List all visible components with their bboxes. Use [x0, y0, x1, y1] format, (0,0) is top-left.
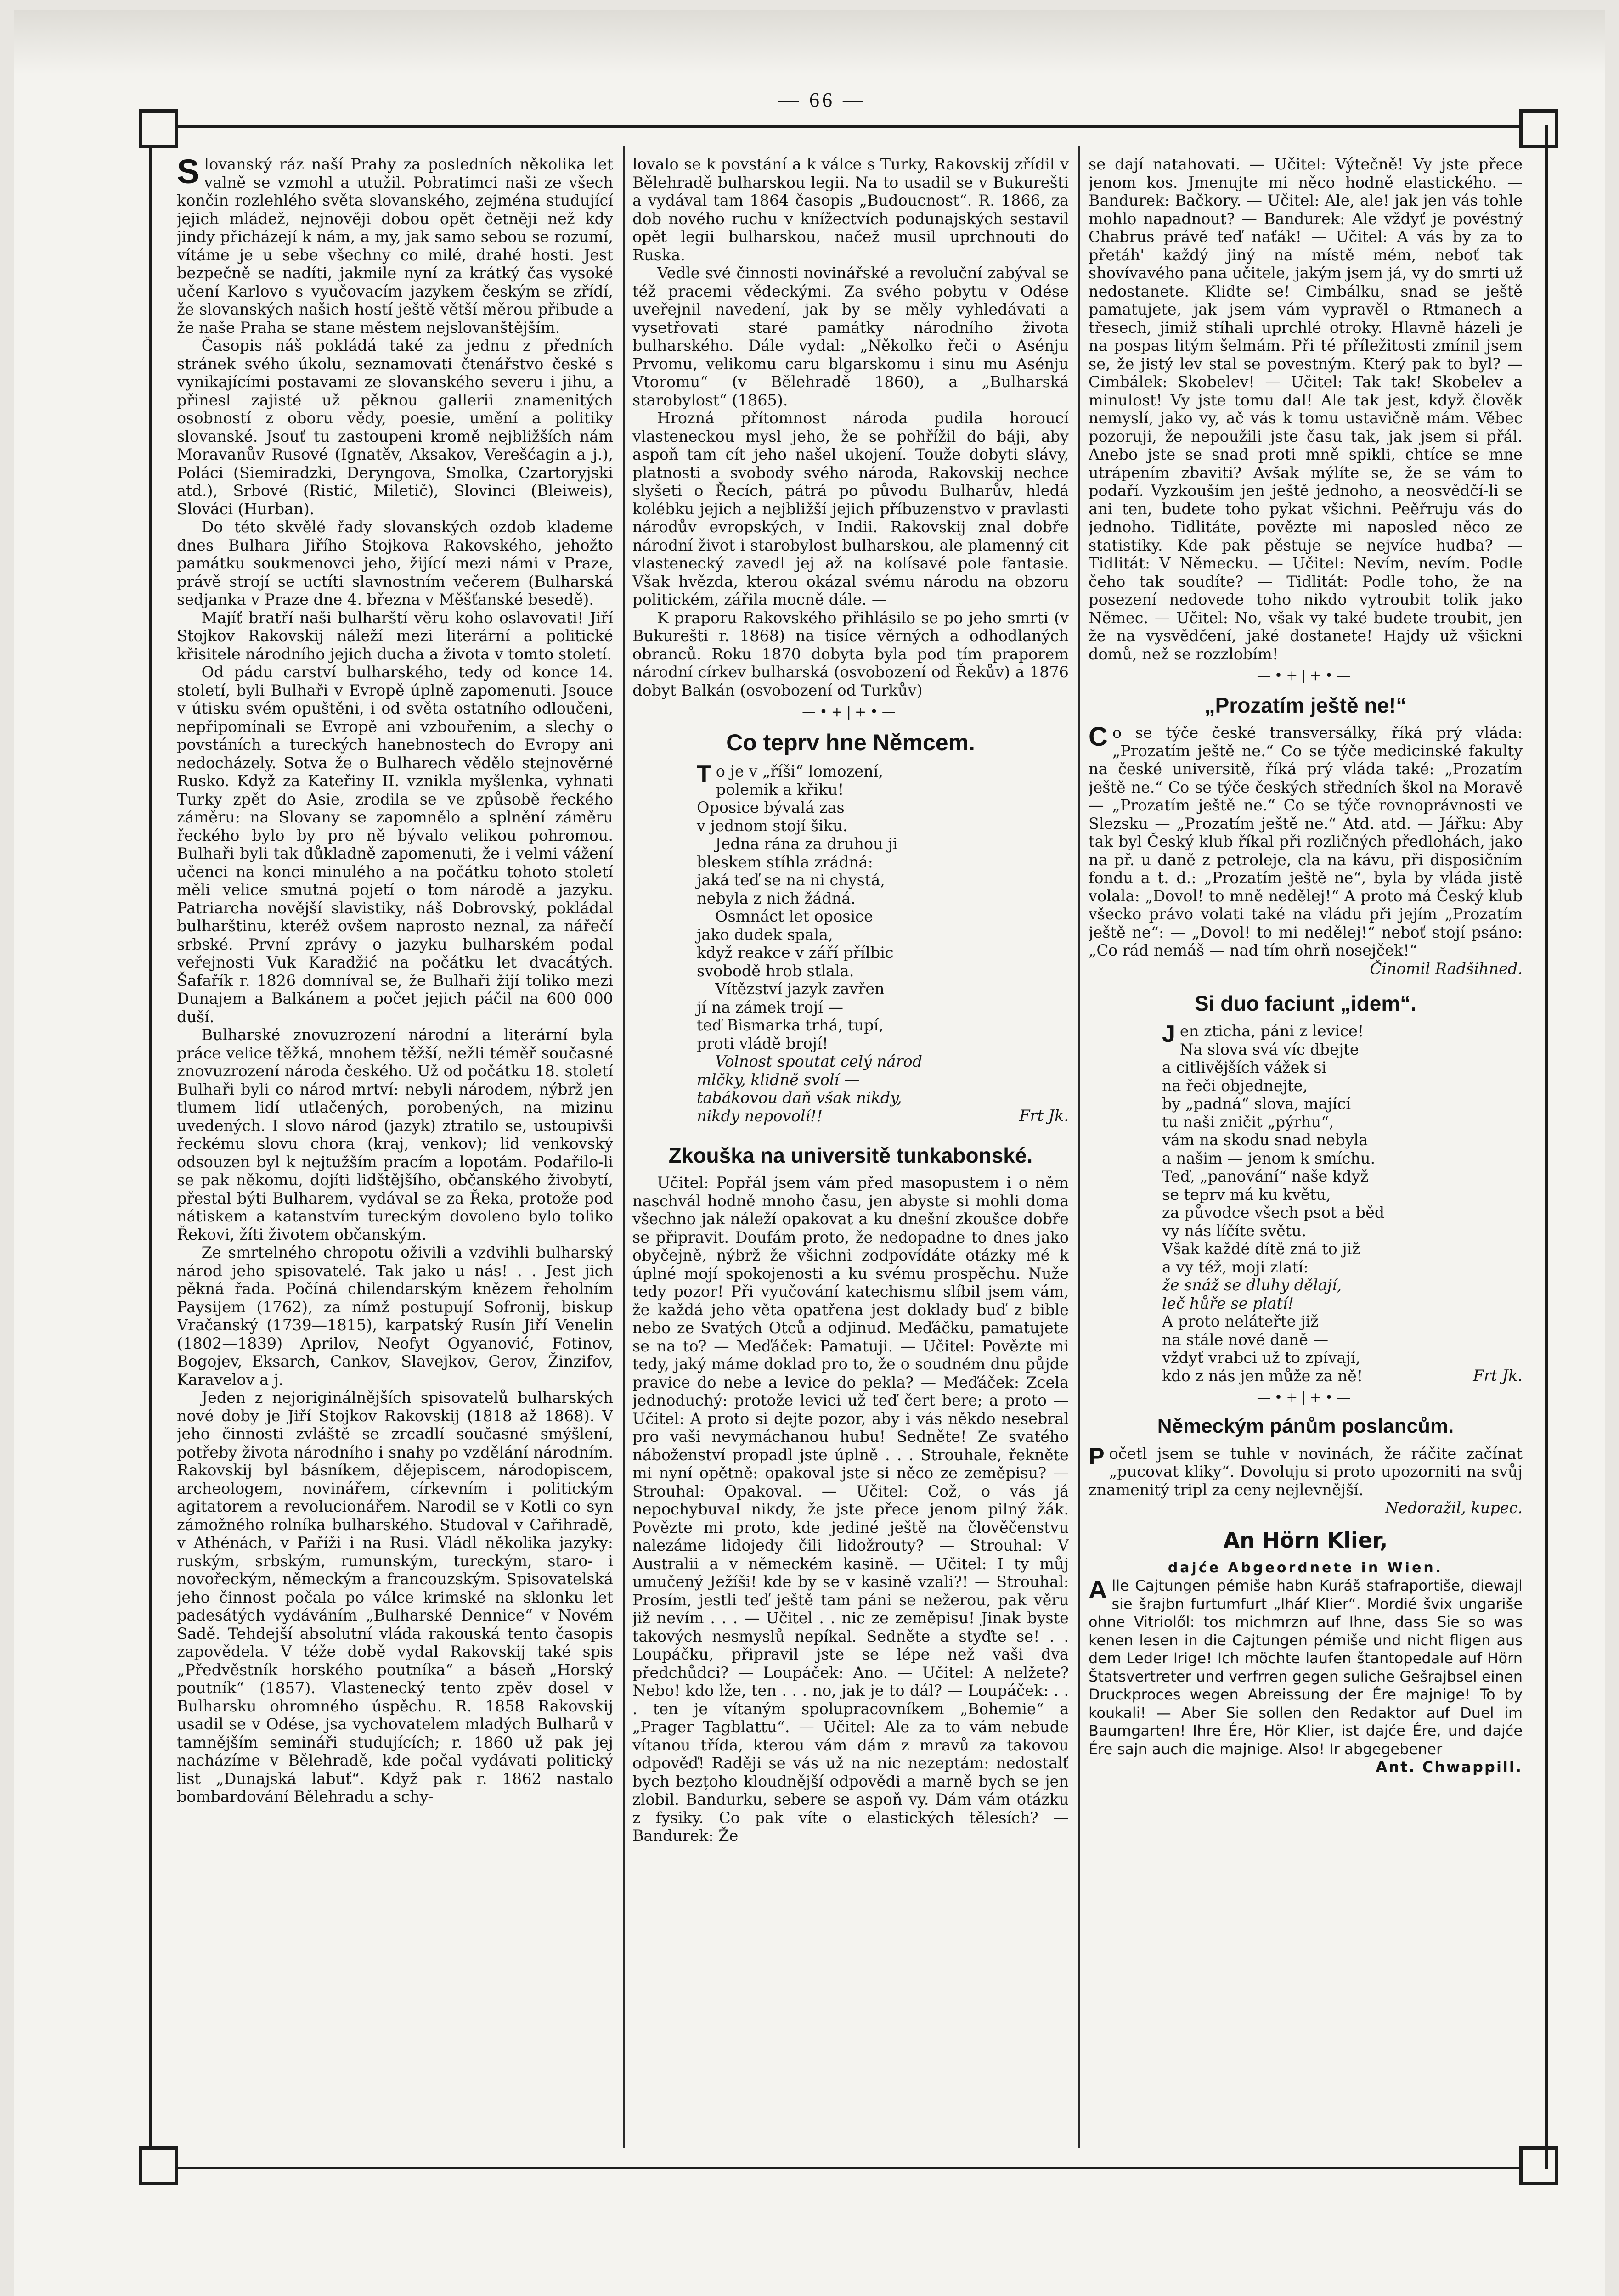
poem-line: na stále nové daně —	[1162, 1330, 1329, 1349]
poem-signature: Frt Jk.	[1473, 1367, 1523, 1385]
article-signature: Činomil Radšihned.	[1370, 959, 1523, 978]
rakovsky-paragraph: Vedle své činnosti novinářské a revoluční zabýval se též pracemi vědeckými. Za svého pobytu v Odése uveřejnil navedení, jak by se měly vyhledávati a vysetřovati staré památky národního života bulharského. Dále vydal: „Několko řeči o Asénju Prvomu, velikomu caru blgarskomu i sinu mu Asénju Vtoromu“ (v Bělehradě 1860), a „Bulharská starobylost“ (1865).	[632, 264, 1069, 409]
poem-line: nebyla z nich žádná.	[697, 889, 856, 907]
rakovsky-paragraph: Do této skvělé řady slovanských ozdob klademe dnes Bulhara Jiřího Stojkova Rakovského, jehožto památku soukmenovci jeho, žijící mezi námi v Praze, právě strojí se uctíti slavnostním večerem (Bulharská sedjanka v Praze dne 4. března v Měšťanské besedě).	[177, 518, 613, 608]
article-paragraph: Co se týče české transversálky, říká prý vláda: „Prozatím ještě ne.“ Co se týče medicinské fakulty na české universitě, říká prý vláda také: „Prozatím ještě ne.“ Co se týče českých středních škol na Moravě — „Prozatím ještě ne.“ Co se týče rovnoprávnosti ve Slezsku — „Prozatím ještě ne.“ Atd. atd. — Jářku: Aby tak byl Český klub říkal při rozličných předlohách, jako na př. u daně z petroleje, cla na kávu, při disposičním fondu a t. d.: „Prozatím ještě ne“, byla by vláda jistě volala: „Dovol! to mně nedělej!“ A proto má Český klub všecko právo volati také na vládu při jejím „Prozatím ještě ne“: — „Dovol! to mi nedělej!“ neboť stojí psáno: „Co rád nemáš — nad tím ohrň nosejček!“	[1089, 722, 1523, 960]
frame-corner-ornament	[1519, 2146, 1558, 2185]
poem-line: jí na zámek trojí —	[697, 998, 844, 1016]
rakovsky-paragraph: Ze smrtelného chropotu oživili a vzdvihli bulharský národ jeho spisovatelé. Tak jako u nás! . . Jest jich pěkná řada. Počíná chilendarským knězem řeholním Paysijem (1762), za nímž postupují Sofronij, biskup Vračanský (1739—1815), karpatský Rusín Jiří Venelin (1802—1839) Aprilov, Neofyt Ogyanović, Fotinov, Bogojev, Eksarch, Cankov, Slavejkov, Gerov, Žinzifov, Karavelov a j.	[177, 1244, 613, 1389]
poem-line: a citlivějších vážek si	[1162, 1058, 1327, 1077]
poem-line: Volnost spoutat celý národ	[715, 1052, 923, 1070]
poem-stanzas	[1089, 1022, 1523, 1385]
poem-line: Však každé dítě zná to již	[1162, 1240, 1360, 1258]
separator-ornament: —•+|+•—	[802, 704, 899, 720]
poem-line: Na slova svá víc dbejte	[1179, 1040, 1359, 1058]
poem-line: tu naši zničit „pýrhu“,	[1162, 1113, 1334, 1131]
separator-ornament: —•+|+•—	[1257, 668, 1354, 684]
rakovsky-paragraph: Od pádu carství bulharského, tedy od konce 14. století, byli Bulhaři v Evropě úplně zapomenuti. Jsouce v útisku svém opuštěni, i od světa ostatního odloučeni, nepřipomínali se Evropě ani vzbouřením, a slechy o povstáních a tureckých hanebnostech do Evropy ani nedocházely. Sotva že o Bulharech vědělo stejnověrné Rusko. Když za Kateřiny II. vznikla myšlenka, vyhnati Turky zpět do Asie, zrodila se ve způsobě řeckého záměru: na Slovany se zapomnělo a splnění záměru řeckého bylo by pro ně bývalo velikou pohromou. Bulhaři byli tak důkladně zapomenuti, že i velmi vážení učenci na konci minulého a na počátku tohoto století měli velice smutná pojetí o tom národě a jazyku. Patriarcha novější slavistiky, náš Dobrovský, pokládal bulharštinu, kteréž ovšem naprosto neznal, za nářečí srbské. První zprávy o jazyku bulharském podal veřejnosti Vuk Karadžić na počátku let dvacátých. Šafařík r. 1826 domníval se, že Bulhaři žijí toliko mezi Dunajem a Balkánem a počet jejich páčil na 600 000 duší.	[177, 663, 613, 1026]
drop-cap: C	[1089, 722, 1108, 752]
rakovsky-paragraph: Majíť bratří naši bulharští věru koho oslavovati! Jiří Stojkov Rakovskij náleží mezi literární a politické křisitele národního jejich ducha a života v tomto století.	[177, 608, 613, 663]
column-3	[1089, 155, 1523, 2148]
dialog-paragraph: Učitel: Popřál jsem vám před masopustem i o něm naschvál hodně mnoho času, jen abyste si mohli doma všechno jak náleží opakovat a ku dnešní zkoušce dobře se připravit. Doufám proto, že nedopadne to dnes jako obyčejně, nýbrž že všichni zodpovídáte otázky mé k úplné mojí spokojenosti a ku svému prospěchu. Nuže tedy pozor! Při vyučování katechismu slíbil jsem vám, že každá jeho věta opatřena jest doklady buď z bible nebo ze Svatých Otců a odjinud. Meďáčku, pamatujete se na to? — Meďáček: Pamatuji. — Učitel: Povězte mi tedy, jaký máme doklad pro to, že o soudném dnu půjde pravice do nebe a levice do pekla? — Meďáček: Zcela jednoduchý: protože levici už teď čert bere; a proto — Učitel: A proto si dejte pozor, aby i vás někdo nesebral pro vaši nevymáchanou hubu! Sedněte! Ze svatého náboženství propadl jste úplně . . . Strouhale, řekněte mi nyní opětně: opakoval jste si něco ze zeměpisu? — Strouhal: Opakoval. — Učitel: Což, o vás já nepochybuval nikdy, že jste přece jenom pilný žák. Povězte mi proto, kde jediné ještě na člověčenstvu nalezáme lidojedy čili lidožrouty? — Strouhal: V Australii a v německém kasině. — Učitel: I ty můj umučený Ježíši! kde by se v kasině vzali?! — Strouhal: Prosím, jestli teď ještě tam páni se nežerou, pak věru již nevím . . . — Učitel . . nic ze zeměpisu! Jinak byste takových nesmyslů nepíkal. Sedněte a styďte se! . . Loupáčku, připravil jste se lépe než vaši dva předchůdci? — Loupáček: Ano. — Učitel: A nelžete? Nebo! kdo lže, ten . . . no, jak je to dál? — Loupáček: . . . ten je vítaným spolupracovníkem „Bohemie“ a „Prager Tagblattu“. — Učitel: Ale za to vám nebude vítanou třída, kterou vám dám z mravů za takovou odpověď! Raději se vás už na nic nezeptám: nedostalť bych bezțoho kloudnější odpovědi a marně bych se jen zlobil. Bandurku, sebere se aspoň vy. Dám vám otázku z fysiky. Co pak víte o elastických tělesích? — Bandurek: Že	[632, 1174, 1069, 1845]
poem-line: by „padná“ slova, mající	[1162, 1095, 1351, 1113]
poem-signature: Frt Jk.	[1019, 1107, 1069, 1125]
poem-line: Vítězství jazyk zavřen	[715, 980, 885, 998]
drop-cap: J	[1162, 1021, 1175, 1048]
poem-line: teď Bismarka trhá, tupí,	[697, 1016, 884, 1034]
article-title: Zkouška na universitě tunkabonské.	[668, 1143, 1033, 1167]
column-rule	[1078, 146, 1080, 2148]
poem-line: nikdy nepovolí!!	[697, 1107, 823, 1125]
rakovsky-paragraph: Slovanský ráz naší Prahy za posledních několika let valně se vzmohl a utužil. Pobratimci naši ze všech končin rozlehlého světa slovanského, zejména studující jejich mládež, nejnověji dobou opět četněji než kdy jindy přicházejí k nám, a my, jak samo sebou se rozumí, vítáme je u sebe všechny co milé, drahé hosti. Jest bezpečně se nadíti, jakmile nyní za krátký čas vysoké učení Karlovo s vyučovacím jazykem českým se zřídí, že slovanských našich hostí ještě větší měrou přibude a že naše Praha se stane městem nejslovanštějším.	[177, 155, 613, 337]
poem-line: vždyť vrabci už to zpívají,	[1162, 1349, 1361, 1367]
page-fold-shadow	[14, 10, 1605, 74]
drop-cap: P	[1089, 1443, 1105, 1470]
rakovsky-paragraph: Bulharské znovuzrození národní a literární byla práce velice těžká, mnohem těžší, nežli téměř současné znovuzrození národa českého. Už od počátku 18. století Bulhaři byli co národ mrtví: nebyli národem, nýbrž jen tlumem lidí utlačených, porobených, na mizinu uvedených. I slovo národ (jazyk) ztratilo se, ustoupivši řeckému slovu chora (kraj, venkov); lid venkovský odsouzen byl k nejtužším pracím a lopotám. Podařilo-li se pak někomu, dojíti lidštějšího, občanského živobytí, přestal býti Bulharem, vydával se za Řeka, protože pod nátiskem a katanstvím tureckým dovoleno bylo toliko Řekovi, žíti životem občanským.	[177, 1026, 613, 1244]
poem-line: bleskem stíhla zrádná:	[697, 853, 873, 871]
article-subtitle: dajće Abgeordnete in Wien.	[1168, 1559, 1444, 1576]
frame-corner-ornament	[1519, 109, 1558, 148]
rakovsky-paragraph: Hrozná přítomnost národa pudila horoucí vlasteneckou mysl jeho, že se pohřížil do báji, aby aspoň tam cít jeho našel ukojení. Touže dobyti slávy, platnosti a svobody svého národa, Rakovskij nechce slyšeti o Řecích, pátrá po původu Bulharův, hledá kolébku jejich a nejbližší jejich příbuzenstvo v pravlasti národův evropských, v Indii. Rakovskij znal dobře národní život i starobylost bulharskou, ale plamenný cit vlastenecký zavedl jej až na kolísavé pole fantasie. Však hvězda, kterou okázal svému národu na obzoru politickém, zářila mocně dále. —	[632, 409, 1069, 608]
frame-corner-ornament	[139, 2146, 178, 2185]
poem-line: vám na skodu snad nebyla	[1162, 1131, 1368, 1149]
separator-ornament: —•+|+•—	[1257, 1389, 1354, 1406]
poem-line: se teprv má ku květu,	[1162, 1185, 1331, 1204]
drop-cap: A	[1089, 1575, 1107, 1604]
poem-line: a vy též, moji zlatí:	[1162, 1258, 1309, 1276]
article-signature: Nedoražil, kupec.	[1385, 1499, 1523, 1517]
poem-line: A proto neláteřte již	[1162, 1312, 1319, 1331]
poem-line: Jen zticha, páni z levice!	[1162, 1021, 1364, 1048]
poem-line: kdo z nás jen může za ně!	[1162, 1367, 1363, 1385]
poem-line: polemik a křiku!	[716, 780, 844, 799]
rakovsky-paragraph: K praporu Rakovského přihlásilo se po jeho smrti (v Bukurešti r. 1868) na tisíce věrných a odhodlaných obranců. Roku 1870 dobyta byla pod tím praporem národní církev bulharská (osvobození od Řekův) a 1876 dobyt Balkán (osvobození od Turkův)	[632, 608, 1069, 699]
rakovsky-paragraph: Jeden z nejoriginálnějších spisovatelů bulharských nové doby je Jiří Stojkov Rakovskij (1818 až 1868). V jeho činnosti zvláště se zrcadlí současné smýšlení, potřeby života národního i snahy po vzdělání národním. Rakovskij byl básníkem, dějepiscem, národopiscem, archeologem, novinářem, církevním i politickým agitatorem a revolucionářem. Narodil se v Kotli co syn zámožného rolníka bulharského. Studoval v Cařihradě, v Athénách, v Paříži i na Rusi. Vládl několika jazyky: ruským, srbským, rumunským, tureckým, staro- i novořeckým, německým a francouzským. Spisovatelská jeho činnost počala po válce krimské na sklonku let padesátých vydáváním „Bulharské Dennice“ v Novém Sadě. Tehdejší absolutní vláda rakouská tento časopis zapovědela. V téže době vydal Rakovskij také spis „Předvěstník horského poutníka“ a báseň „Horský poutník“ (1857). Vlastenecký tento zpěv dosel v Bulharsku ohromného úspěchu. R. 1858 Rakovskij usadil se v Odése, jsa vychovatelem mladých Bulharů v tamnějším semináři studujících; r. 1860 už pak jej nacházíme v Bělehradě, kde počal vydávati politický list „Dunajská labuť“. Když pak r. 1862 nastalo bombardování Bělehradu a schy-	[177, 1389, 613, 1806]
article-title: Německým pánům poslancům.	[1157, 1415, 1454, 1438]
article-title: An Hörn Klier,	[1223, 1527, 1388, 1553]
poem-line: To je v „říši“ lomození,	[697, 761, 884, 788]
poem-line: vy nás líčíte světu.	[1162, 1221, 1307, 1240]
column-rule	[623, 146, 625, 2148]
drop-cap: T	[697, 761, 711, 788]
poem-title: Si duo faciunt „idem“.	[1194, 991, 1417, 1016]
frame-corner-ornament	[139, 109, 178, 148]
poem-line: Jedna rána za druhou ji	[715, 835, 898, 853]
poem-line: Oposice bývalá zas	[697, 799, 845, 816]
poem-line: svobodě hrob stlala.	[697, 962, 854, 980]
article-paragraph: Alle Cajtungen pémiše habn Kuráš stafraportiše, diewajl sie šrajbn furtumfurt „lháŕ Klier“. Mordié švix ungariše ohne Vitriolől: tos michmrzn auf Ihne, dass Sie so was kenen lesen in die Cajtungen pémiše und nicht fligen aus dem Leder Irige! Ich möchte laufen štantopedale auf Hörn Štatsvertreter und verfrren gegen suliche Gešrajbsel einen Druckproces wegen Abreissung der Ére majnige! To by koukali! — Aber Sie sollen den Redaktor auf Duel im Baumgarten! Ihre Ére, Hör Klier, ist dajće Ére, und dajće Ére sajn auch die majnige. Also! Ir abgegebener	[1089, 1575, 1523, 1758]
dialog-paragraph: se dají natahovati. — Učitel: Výtečně! Vy jste přece jenom kos. Jmenujte mi něco hodně elastického. — Bandurek: Bačkory. — Učitel: Ale, ale! jak jen vás tohle mohlo napadnout? — Bandurek: Ale vždyť je povéstný Chabrus právě teď naťák! — Učitel: A vás by za to přetáh' každý jiný na místě mém, neboť tak shovívavého pana učitele, jakým jsem já, vy do smrti už nedostanete. Klidte se! Cimbálku, snad se ještě pamatujete, jak jsem vám vypravěl o Rtmanech a třesech, jimiž stíhali uprchlé otroky. Hlavně házeli je na pospas litým šelmám. Při té příležitosti zmínil jsem se, že jistý lev stal se povestným. Který pak to byl? — Cimbálek: Skobelev! — Učitel: Tak tak! Skobelev a minulost! Vy jste tomu dal! Ale tak jest, když člověk nemyslí, jako vy, ač vás k tomu ustavičně mám. Věbec pozoruji, že nepoužili jste času tak, jak jsem si přál. Anebo jste se snad proti mně spikli, chtíce se mne utrápením zbaviti? Avšak mýlíte se, že se vám to podaří. Vyzkouším jen ještě jednoho, a neosvědčí-li se ani ten, budete toho pykat všichni. Peěřruju vás do jednoho. Tidlitáte, povězte mi naposled něco ze statistiky. Kde pak pěstuje se nejvíce hudba? — Tidlitát: V Německu. — Učitel: Nevím, nevím. Podle čeho tak soudíte? — Tidlitát: Podle toho, že na posezení nedovede toho nikdo vytroubit tolik jako Němec. — Učitel: No, však vy také budete troubit, jen že na vysvědčení, jaké dostanete! Hajdy už všickni domů, než se rozzlobím!	[1089, 155, 1523, 663]
poem-line: jaká teď se na ni chystá,	[697, 871, 885, 889]
ornamental-frame	[168, 125, 1529, 2169]
poem-title: Co teprv hne Němcem.	[726, 729, 975, 755]
poem-line: v jednom stojí šiku.	[697, 816, 848, 835]
rakovsky-paragraph: Časopis náš pokládá také za jednu z předních stránek svého úkolu, seznamovati čtenářstvo české s vynikajícími postavami ze slovanského severu i jihu, a přinesl zajisté už pěknou gallerii znamenitých osobností z oboru vědy, poesie, umění a politiky slovanské. Jsouť tu zastoupeni kromě nejbližších nám Moravanův Rusové (Ignatěv, Aksakov, Verešćagin a j.), Poláci (Siemiradzki, Deryngova, Smolka, Czartoryjski atd.), Srbové (Ristić, Miletič), Slovinci (Bleiweis), Slováci (Hurban).	[177, 337, 613, 518]
poem-line: a našim — jenom k smíchu.	[1162, 1149, 1376, 1167]
column-2	[632, 155, 1069, 2148]
poem-line: na řeči objednejte,	[1162, 1076, 1308, 1095]
poem-stanzas	[632, 762, 1069, 1125]
poem-line: že snáž se dluhy dělají,	[1162, 1276, 1342, 1294]
drop-cap: S	[177, 155, 200, 191]
poem-line: Osmnáct let oposice	[715, 907, 873, 925]
poem-line: za původce všech psot a běd	[1162, 1204, 1385, 1222]
poem-line: Teď, „panování“ naše když	[1162, 1167, 1369, 1186]
column-1	[177, 155, 613, 2148]
article-signature: Ant. Chwappill.	[1376, 1758, 1523, 1776]
poem-line: proti vládě brojí!	[697, 1034, 829, 1052]
poem-line: jako dudek spala,	[697, 925, 833, 944]
poem-line: tabákovou daň však nikdy,	[697, 1089, 902, 1107]
poem-line: když reakce v září přílbic	[697, 944, 894, 962]
article-paragraph: Početl jsem se tuhle v novinách, že ráčite začínat „pucovat kliky“. Dovoluju si proto upozorniti na svůj znamenitý tripl za ceny nejlevnější.	[1089, 1443, 1523, 1499]
page-number: — 66 —	[778, 89, 866, 111]
newspaper-page	[14, 10, 1605, 2296]
poem-line: mlčky, klidně svolí —	[697, 1070, 860, 1089]
rakovsky-paragraph: lovalo se k povstání a k válce s Turky, Rakovskij zřídil v Bělehradě bulharskou legii. Na to usadil se v Bukurešti a vydával tam 1864 časopis „Budoucnost“. R. 1866, za dob nového ruchu v knížectvích podunajských sestavil opět legii bulharskou, načež musil uprchnouti do Ruska.	[632, 155, 1069, 264]
article-title: „Prozatím ještě ne!“	[1204, 693, 1407, 717]
poem-line: leč hůře se platí!	[1162, 1294, 1294, 1312]
